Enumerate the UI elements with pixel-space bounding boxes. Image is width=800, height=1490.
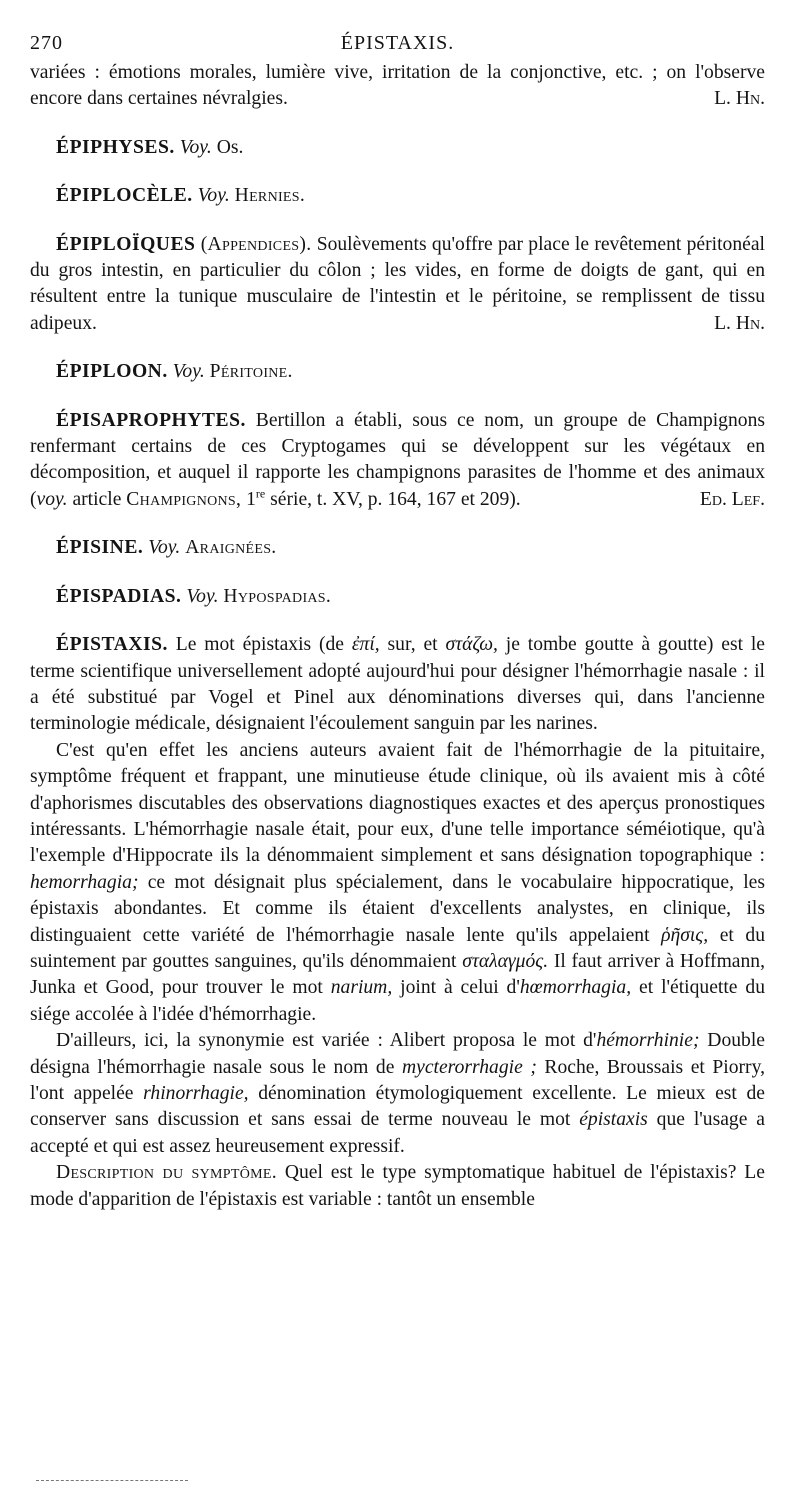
italic-term: hémorrhinie; xyxy=(596,1030,700,1052)
entry-text: Roche, Broussais et Piorry, l'ont appelée xyxy=(30,1056,765,1104)
entry-epiplocele xyxy=(30,183,765,209)
cross-ref-voy: Voy. xyxy=(186,585,219,607)
headword: ÉPISINE. xyxy=(56,537,144,559)
entry-text: C'est qu'en effet les anciens auteurs avaient fait de l'hémorrhagie de la pituitaire, symptôme fréquent et frappant, une minutieuse étude clinique, où ils avaient mis à côté d'aphorismes discutables des observations diagnostiques exactes et des aperçus pronostiques intéressants. L'hémorrhagie nasale était, pour eux, d'une telle importance séméiotique, qu'à l'exemple d'Hippocrate ils la dénommaient simplement et sans désignation topographique : xyxy=(30,739,765,867)
greek-word: σταλαγμός. xyxy=(462,950,549,972)
entry-text: Il faut arriver à Hoffmann, Junka et Good, pour trouver le mot xyxy=(30,950,765,999)
entry-text: Double désigna l'hémorrhagie nasale sous le nom de xyxy=(30,1030,765,1078)
italic-term: narium, xyxy=(330,977,393,999)
entry-text: 1 xyxy=(241,488,256,510)
epistaxis-paragraph-4 xyxy=(30,1160,765,1213)
epistaxis-paragraph-2 xyxy=(30,738,765,1028)
entry-text: article xyxy=(67,488,127,510)
page-number: 270 xyxy=(30,32,63,54)
entry-epiploon xyxy=(30,359,765,385)
greek-word: ῥῆσις, xyxy=(661,924,709,946)
book-page xyxy=(30,32,765,1472)
italic-term: épistaxis xyxy=(579,1109,648,1131)
entry-text: Soulèvements qu'offre par place le revêtement péritonéal du gros intestin, en particulier du côlon ; les vides, en forme de doigts de gant, qui en résultent entre la tunique musculaire de l'intestin et le péritoine, se remplissent de tissu adipeux. xyxy=(30,233,765,334)
epistaxis-paragraph-3 xyxy=(30,1028,765,1160)
cross-ref-target: Champignons, xyxy=(126,488,242,510)
cross-ref-target: Hernies. xyxy=(234,185,306,207)
footer-rule xyxy=(36,1480,188,1481)
signature: L. Hn. xyxy=(714,88,765,110)
signature: Ed. Lef. xyxy=(699,488,765,510)
cross-ref-voy: voy. xyxy=(36,488,68,510)
cross-ref-voy: Voy. xyxy=(179,136,212,158)
entry-text: D'ailleurs, ici, la synonymie est variée : Alibert proposa le mot d' xyxy=(56,1030,597,1052)
entry-text: je tombe goutte à goutte) est le terme scientifique universellement adopté aujourd'hui pour désigner l'hémorrhagie nasale : il a été substitué par Vogel et Pinel aux dénominations diverses qui, dans l'ancienne terminologie médicale, désignaient l'écoulement sanguin par les narines. xyxy=(30,634,765,735)
headword: ÉPIPHYSES. xyxy=(56,136,175,158)
cross-ref-target: Hypospadias. xyxy=(223,585,332,607)
superscript: re xyxy=(255,486,266,501)
headword: ÉPIPLOON. xyxy=(56,361,168,383)
greek-word: στάζω, xyxy=(445,634,498,656)
entry-text: série, t. XV, p. 164, 167 et 209). xyxy=(265,488,521,510)
cross-ref-voy: Voy. xyxy=(197,185,230,207)
greek-word: ἐπί, xyxy=(351,634,380,656)
entry-epiphyses xyxy=(30,135,765,161)
cross-ref-voy: Voy. xyxy=(148,537,181,559)
entry-text: et du suintement par gouttes sanguines, qu'ils dénommaient xyxy=(30,924,765,972)
signature: L. Hn. xyxy=(714,312,765,334)
italic-term: mycterorrhagie ; xyxy=(401,1056,537,1078)
running-header xyxy=(30,32,765,60)
entry-epiploiques xyxy=(30,232,765,338)
page-body xyxy=(30,60,765,1213)
entry-text: ce mot désignait plus spécialement, dans le vocabulaire hippocratique, les épistaxis abondantes. Et comme ils étaient d'excellents analystes, en clinique, ils distinguaient cette variété de l'hémorrhagie nasale lente qu'ils appelaient xyxy=(30,871,765,946)
entry-text: dénomination étymologiquement excellente. Le mieux est de conserver sans discussion et sans essai de terme nouveau le mot xyxy=(30,1083,765,1131)
entry-text: Bertillon a établi, sous ce nom, un groupe de Champignons renfermant certains de ces Cryptogames qui se développent sur les végétaux en décomposition, et auquel il rapporte les champignons parasites de l'homme et des animaux ( xyxy=(30,409,765,510)
headword-qualifier: (Appendices). xyxy=(200,233,312,255)
entry-text: sur, et xyxy=(379,634,446,656)
section-heading: Description du symptôme. xyxy=(56,1162,277,1184)
entry-episaprophytes xyxy=(30,408,765,514)
cross-ref-target: Araignées. xyxy=(185,537,277,559)
headword: ÉPISPADIAS. xyxy=(56,585,182,607)
entry-episine xyxy=(30,535,765,561)
running-title: ÉPISTAXIS. xyxy=(340,32,455,54)
headword: ÉPIPLOÏQUES xyxy=(56,233,196,255)
entry-text: Quel est le type symptomatique habituel de l'épistaxis? Le mode d'apparition de l'épistaxis est variable : tantôt un ensemble xyxy=(30,1162,765,1210)
entry-text: joint à celui d' xyxy=(392,977,520,999)
continuation-text: variées : émotions morales, lumière vive, irritation de la conjonctive, etc. ; on l'observe encore dans certaines névralgies. xyxy=(30,62,765,110)
italic-term: rhinorrhagie, xyxy=(143,1083,249,1104)
cross-ref-target: Os. xyxy=(216,136,244,158)
entry-epistaxis xyxy=(30,632,765,738)
cross-ref-voy: Voy. xyxy=(172,361,205,383)
entry-text: et l'étiquette du siége accolée à l'idée d'hémorrhagie. xyxy=(30,977,765,1025)
entry-epispadias xyxy=(30,584,765,610)
continuation-paragraph xyxy=(30,60,765,113)
headword: ÉPISAPROPHYTES. xyxy=(56,409,246,431)
cross-ref-target: Péritoine. xyxy=(209,361,293,383)
headword: ÉPIPLOCÈLE. xyxy=(56,185,193,207)
entry-text: que l'usage a accepté et qui est assez heureusement expressif. xyxy=(30,1109,765,1157)
italic-term: hœmorrhagia, xyxy=(519,977,632,999)
italic-term: hemorrhagia; xyxy=(30,871,139,893)
headword: ÉPISTAXIS. xyxy=(56,634,168,656)
entry-text: Le mot épistaxis (de xyxy=(175,634,352,656)
